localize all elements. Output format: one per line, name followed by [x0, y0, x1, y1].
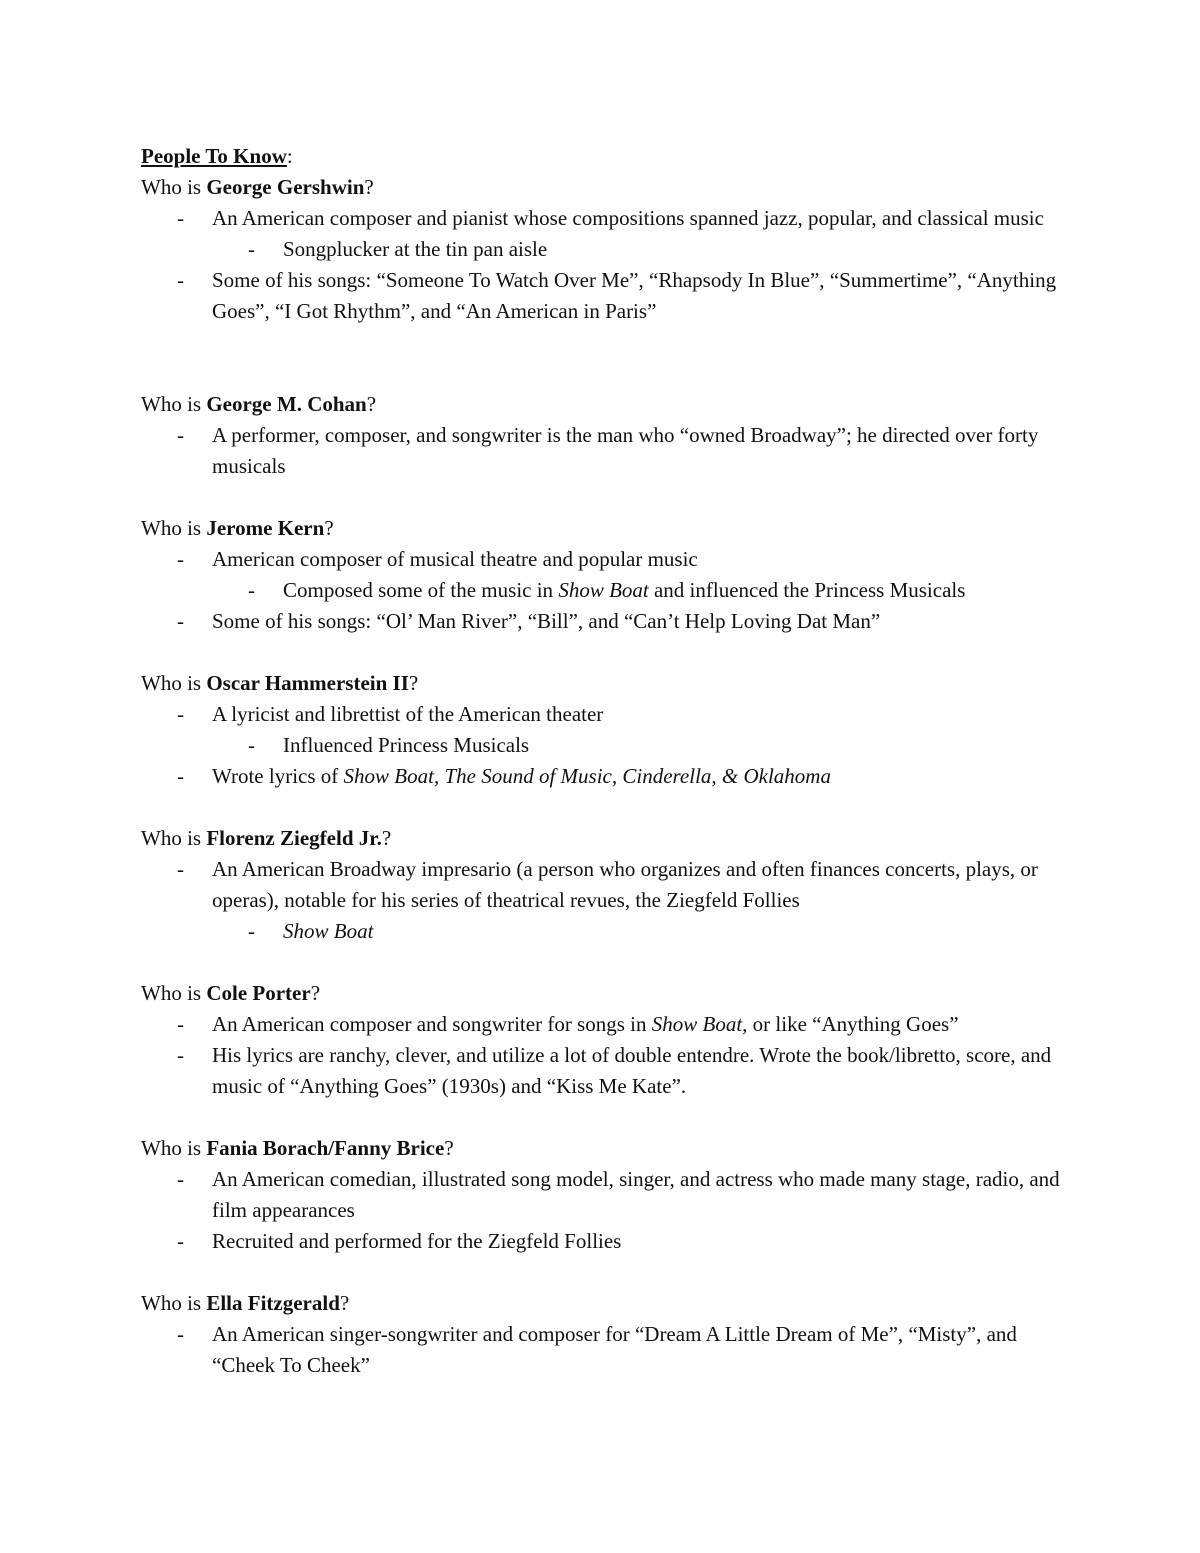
- question-line: Who is Oscar Hammerstein II?: [141, 671, 419, 695]
- person-name: George M. Cohan: [206, 392, 367, 416]
- bullet-item: - An American singer-songwriter and composer for “Dream A Little Dream of Me”, “Misty”, and “Cheek To Cheek”: [177, 1322, 1017, 1377]
- person-section: [141, 1288, 1071, 1381]
- person-name: Fania Borach/Fanny Brice: [206, 1136, 445, 1160]
- person-section: [141, 389, 1071, 482]
- question-line: Who is George Gershwin?: [141, 175, 374, 199]
- person-section: [141, 513, 1071, 637]
- bullet-item: - American composer of musical theatre and popular music: [177, 547, 698, 571]
- question-line: Who is Ella Fitzgerald?: [141, 1291, 350, 1315]
- question-line: Who is Fania Borach/Fanny Brice?: [141, 1136, 454, 1160]
- bullet-item: - A lyricist and librettist of the American theater: [177, 702, 604, 726]
- person-name: George Gershwin: [206, 175, 365, 199]
- question-line: Who is Cole Porter?: [141, 981, 321, 1005]
- question-line: Who is George M. Cohan?: [141, 392, 377, 416]
- person-section: [141, 1133, 1071, 1257]
- heading-colon: :: [286, 144, 293, 168]
- sub-bullet-item: - Show Boat: [248, 919, 374, 943]
- bullet-item: - An American comedian, illustrated song model, singer, and actress who made many stage, radio, and film appearances: [177, 1167, 1060, 1222]
- bullet-item: - An American composer and pianist whose compositions spanned jazz, popular, and classical music: [177, 206, 1044, 230]
- person-name: Cole Porter: [206, 981, 311, 1005]
- question-line: Who is Florenz Ziegfeld Jr.?: [141, 826, 392, 850]
- person-name: Ella Fitzgerald: [206, 1291, 340, 1315]
- bullet-item: - His lyrics are ranchy, clever, and utilize a lot of double entendre. Wrote the book/libretto, score, and music of “Anything Goes” (1930s) and “Kiss Me Kate”.: [177, 1043, 1052, 1098]
- page-heading: [141, 141, 293, 172]
- person-name: Oscar Hammerstein II: [206, 671, 409, 695]
- sub-bullet-item: - Influenced Princess Musicals: [248, 733, 530, 757]
- bullet-item: - A performer, composer, and songwriter is the man who “owned Broadway”; he directed over forty musicals: [177, 423, 1039, 478]
- person-section: [141, 823, 1071, 947]
- bullet-item: - Recruited and performed for the Ziegfeld Follies: [177, 1229, 622, 1253]
- bullet-item: - An American Broadway impresario (a person who organizes and often finances concerts, plays, or operas), notable for his series of theatrical revues, the Ziegfeld Follies: [177, 857, 1038, 912]
- sub-bullet-item: - Composed some of the music in Show Boat and influenced the Princess Musicals: [248, 578, 966, 602]
- heading-title: People To Know: [141, 144, 287, 168]
- person-name: Florenz Ziegfeld Jr.: [206, 826, 382, 850]
- person-section: [141, 668, 1071, 792]
- person-name: Jerome Kern: [206, 516, 325, 540]
- bullet-item: - Wrote lyrics of Show Boat, The Sound of Music, Cinderella, & Oklahoma: [177, 764, 831, 788]
- person-section: [141, 978, 1071, 1102]
- bullet-item: - Some of his songs: “Ol’ Man River”, “Bill”, and “Can’t Help Loving Dat Man”: [177, 609, 881, 633]
- sub-bullet-item: - Songplucker at the tin pan aisle: [248, 237, 548, 261]
- question-line: Who is Jerome Kern?: [141, 516, 334, 540]
- person-section: [141, 172, 1071, 327]
- bullet-item: - An American composer and songwriter for songs in Show Boat, or like “Anything Goes”: [177, 1012, 959, 1036]
- bullet-item: - Some of his songs: “Someone To Watch Over Me”, “Rhapsody In Blue”, “Summertime”, “Anything Goes”, “I Got Rhythm”, and “An American in Paris”: [177, 268, 1057, 323]
